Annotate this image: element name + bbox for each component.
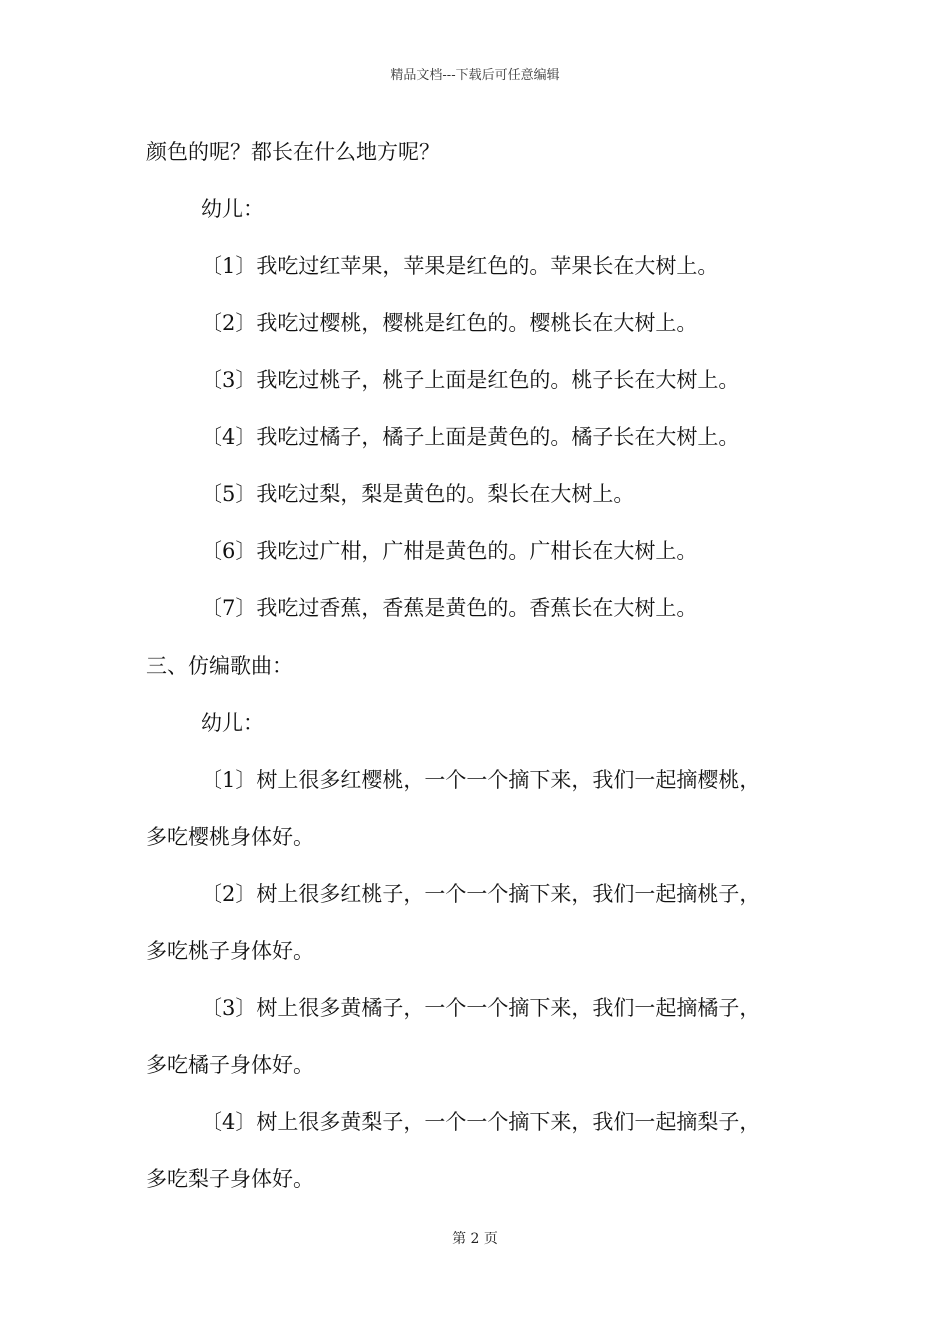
page-number: 第 2 页 [452,1231,498,1247]
list-item-continuation: 多吃橘子身体好。 [146,1053,314,1077]
list-item-continuation: 多吃樱桃身体好。 [146,825,314,849]
list-item-continuation: 多吃桃子身体好。 [146,939,314,963]
body-line: 颜色的呢？都长在什么地方呢？ [146,140,440,164]
list-item: 〔6〕我吃过广柑，广柑是黄色的。广柑长在大树上。 [201,539,698,563]
list-item: 〔3〕我吃过桃子，桃子上面是红色的。桃子长在大树上。 [201,368,740,392]
page-header: 精品文档---下载后可任意编辑 [390,68,560,83]
list-item-continuation: 多吃梨子身体好。 [146,1167,314,1191]
body-line: 幼儿： [201,197,264,221]
list-item: 〔4〕我吃过橘子，橘子上面是黄色的。橘子长在大树上。 [201,425,740,449]
list-item: 〔1〕我吃过红苹果，苹果是红色的。苹果长在大树上。 [201,254,719,278]
list-item: 〔2〕我吃过樱桃，樱桃是红色的。樱桃长在大树上。 [201,311,698,335]
list-item: 〔1〕树上很多红樱桃，一个一个摘下来，我们一起摘樱桃， [201,768,761,792]
list-item: 〔2〕树上很多红桃子，一个一个摘下来，我们一起摘桃子， [201,882,761,906]
list-item: 〔5〕我吃过梨，梨是黄色的。梨长在大树上。 [201,482,635,506]
list-item: 〔4〕树上很多黄梨子，一个一个摘下来，我们一起摘梨子， [201,1110,761,1134]
list-item: 〔3〕树上很多黄橘子，一个一个摘下来，我们一起摘橘子， [201,996,761,1020]
section-heading: 三、仿编歌曲： [146,654,293,678]
list-item: 〔7〕我吃过香蕉，香蕉是黄色的。香蕉长在大树上。 [201,596,698,620]
body-line: 幼儿： [201,711,264,735]
